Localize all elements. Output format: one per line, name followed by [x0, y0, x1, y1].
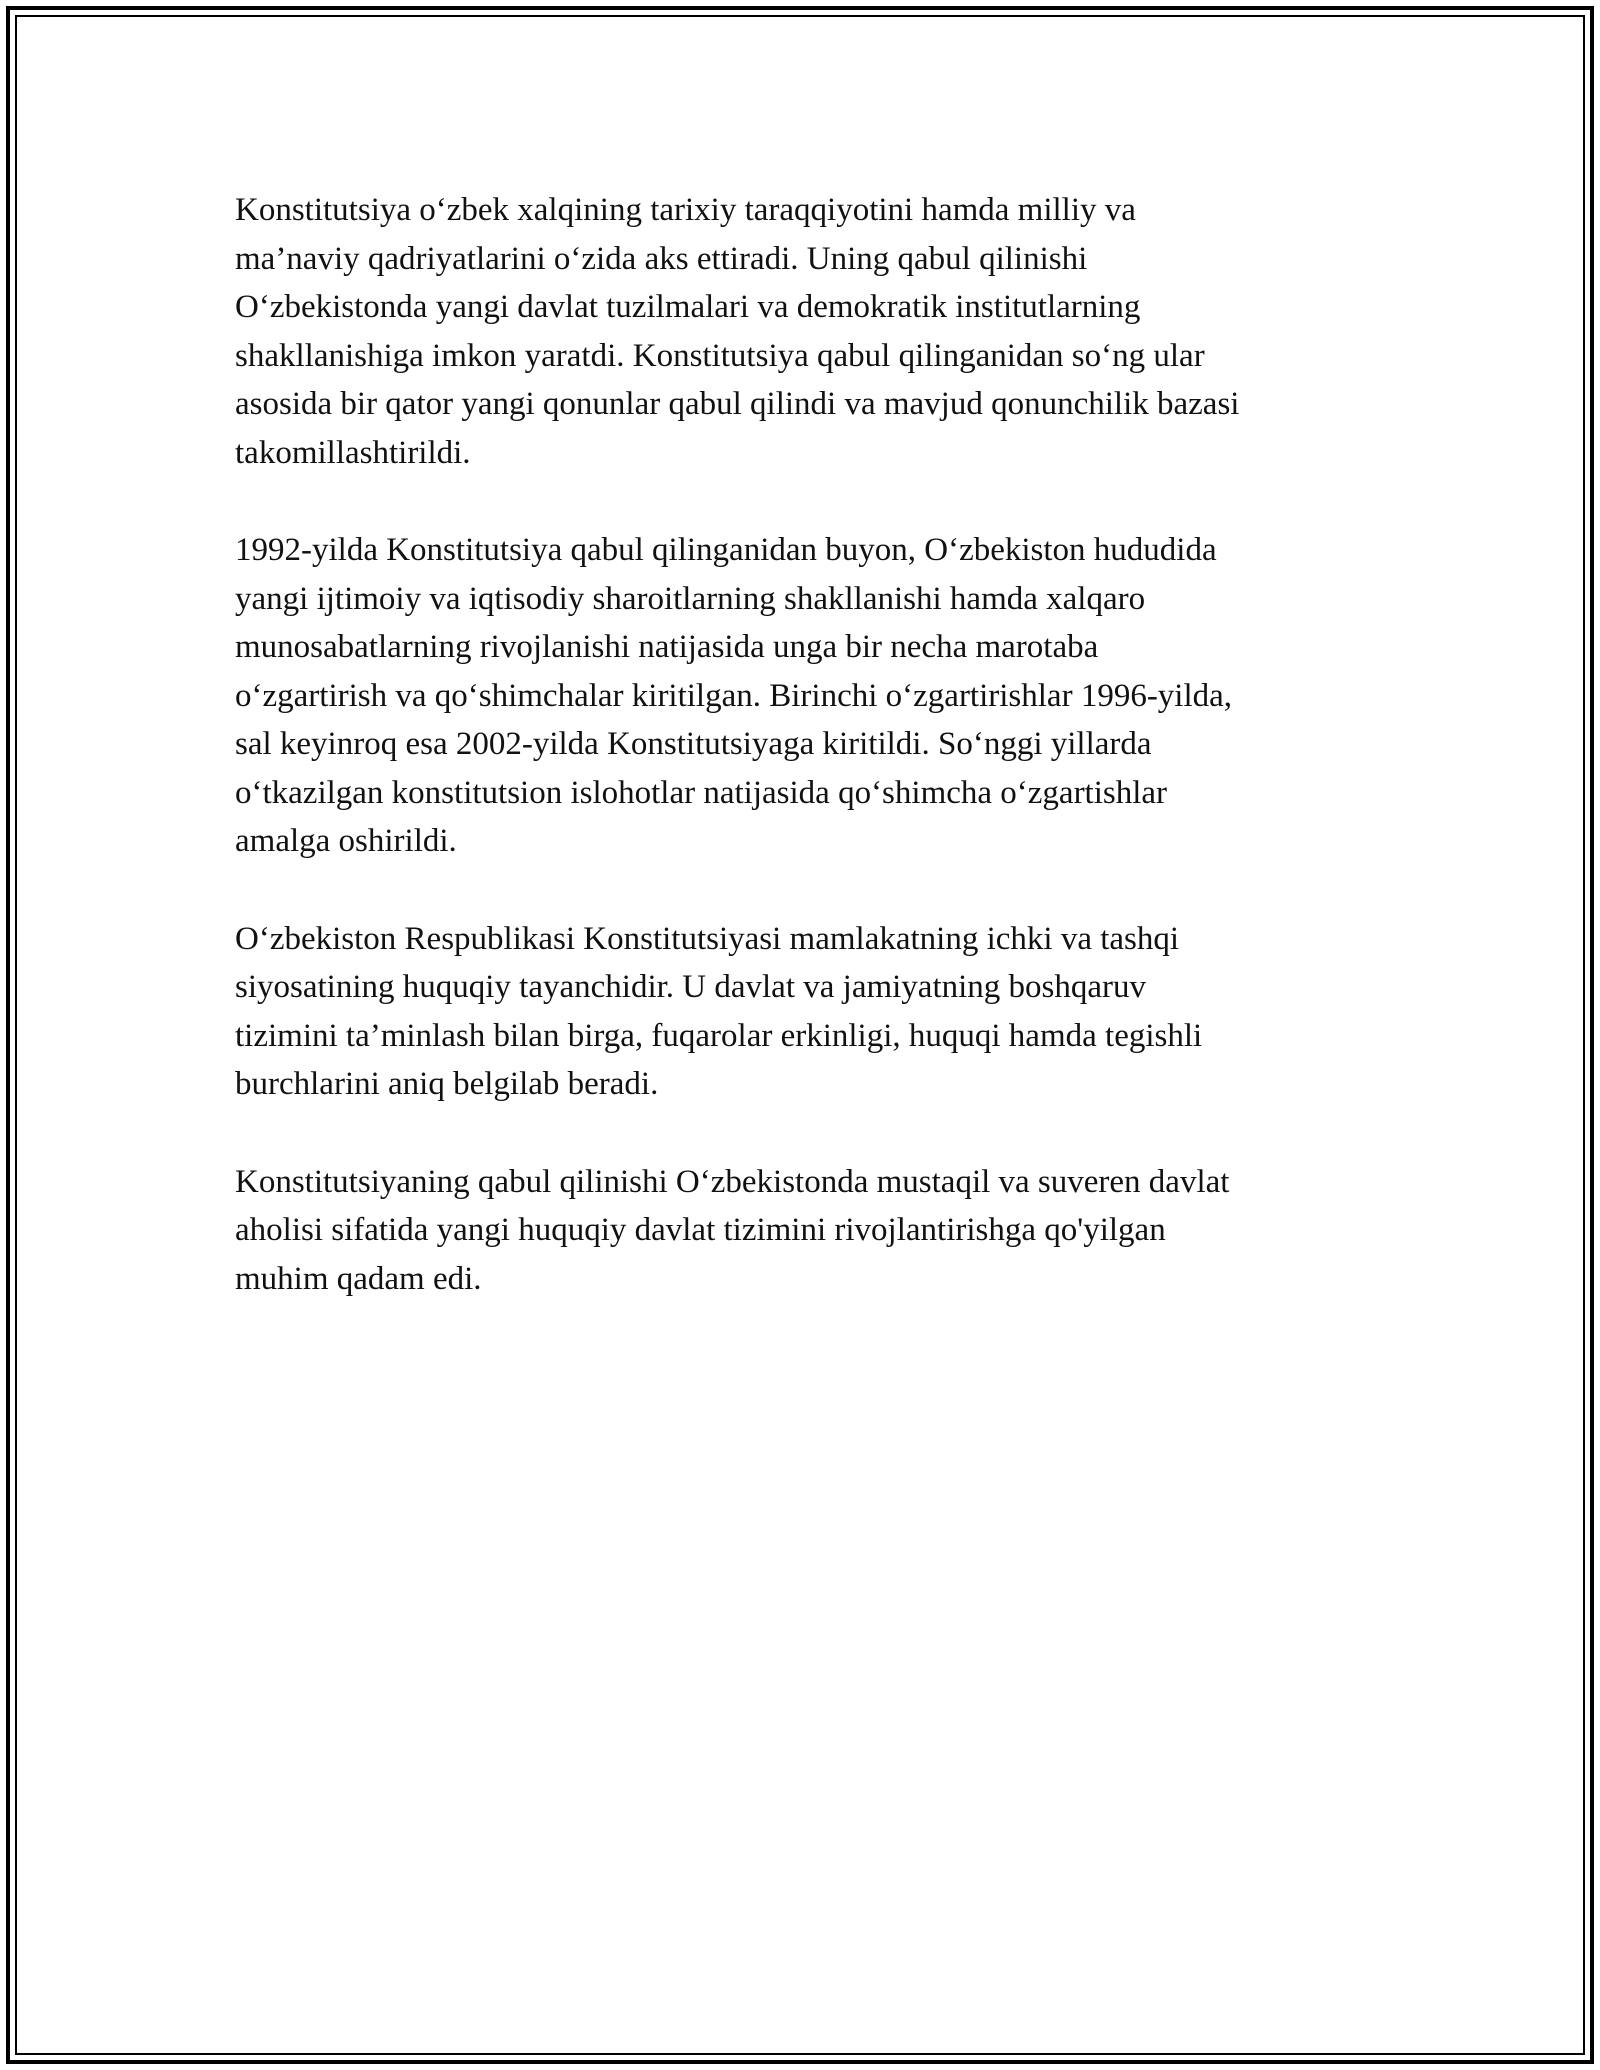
paragraph-4: Konstitutsiyaning qabul qilinishi O‘zbekistonda mustaqil va suveren davlat aholisi sifatida yangi huquqiy davlat tizimini rivojlantirishga qo'yilgan muhim qadam edi. [235, 1163, 1230, 1297]
paragraph-2: 1992-yilda Konstitutsiya qabul qilinganidan buyon, O‘zbekiston hududida yangi ijtimoiy va iqtisodiy sharoitlarning shakllanishi hamda xalqaro munosabatlarning rivojlanishi natijasida unga bir necha marotaba o‘zgartirish va qo‘shimchalar kiritilgan. Birinchi o‘zgartirishlar 1996-yilda, sal keyinroq esa 2002-yilda Konstitutsiyaga kiritildi. So‘nggi yillarda o‘tkazilgan konstitutsion islohotlar natijasida qo‘shimcha o‘zgartishlar amalga oshirildi. [235, 532, 1233, 859]
document-body [235, 186, 1365, 1352]
paragraph-3: O‘zbekiston Respublikasi Konstitutsiyasi mamlakatning ichki va tashqi siyosatining huquqiy tayanchidir. U davlat va jamiyatning boshqaruv tizimini ta’minlash bilan birga, fuqarolar erkinligi, huquqi hamda tegishli burchlarini aniq belgilab beradi. [235, 920, 1203, 1102]
paragraph-1: Konstitutsiya o‘zbek xalqining tarixiy taraqqiyotini hamda milliy va ma’naviy qadriyatlarini o‘zida aks ettiradi. Uning qabul qilinishi O‘zbekistonda yangi davlat tuzilmalari va demokratik institutlarning shakllanishiga imkon yaratdi. Konstitutsiya qabul qilinganidan so‘ng ular asosida bir qator yangi qonunlar qabul qilindi va mavjud qonunchilik bazasi takomillashtirildi. [235, 192, 1240, 471]
